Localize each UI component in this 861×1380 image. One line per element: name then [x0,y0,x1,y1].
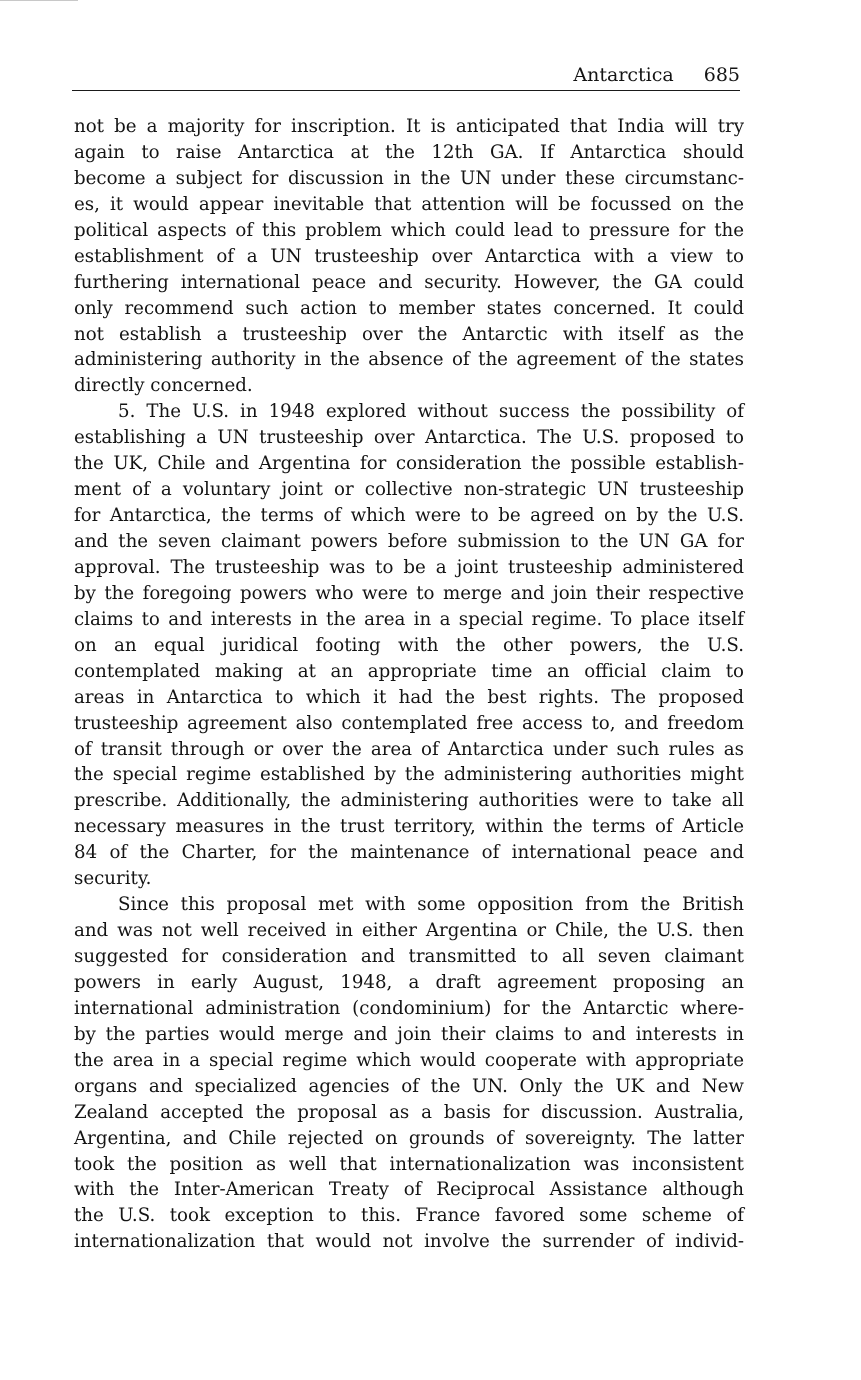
text-line: on an equal juridical footing with the other powers, the U.S. [74,634,744,656]
text-line: approval. The trusteeship was to be a joint trusteeship administered [74,556,744,578]
text-line: Argentina, and Chile rejected on grounds of sovereignty. The latter [74,1127,744,1149]
text-line: become a subject for discussion in the UN under these circumstanc- [74,167,744,189]
text-line: again to raise Antarctica at the 12th GA. If Antarctica should [74,141,744,163]
text-line: areas in Antarctica to which it had the best rights. The proposed [74,686,744,708]
text-line: necessary measures in the trust territory, within the terms of Article [74,816,744,838]
text-line: by the parties would merge and join their claims to and interests in [74,1023,744,1045]
text-line: claims to and interests in the area in a special regime. To place itself [74,608,744,630]
running-header [72,64,740,91]
text-line: Zealand accepted the proposal as a basis for discussion. Australia, [74,1101,744,1123]
text-line: the special regime established by the administering authorities might [74,764,744,786]
text-line: and was not well received in either Argentina or Chile, the U.S. then [74,920,744,942]
text-line: for Antarctica, the terms of which were to be agreed on by the U.S. [74,505,744,527]
text-line: ment of a voluntary joint or collective non-strategic UN trusteeship [74,479,744,501]
paragraph-start-line: 5. The U.S. in 1948 explored without success the possibility of [118,401,744,423]
text-line: political aspects of this problem which could lead to pressure for the [74,219,744,241]
text-line: powers in early August, 1948, a draft agreement proposing an [74,971,744,993]
text-line: and the seven claimant powers before submission to the UN GA for [74,531,744,552]
body-text [74,114,744,1255]
page-number: 685 [703,64,740,86]
text-line: not be a majority for inscription. It is anticipated that India will try [74,116,744,137]
header-title: Antarctica [573,64,674,86]
text-line: by the foregoing powers who were to merge and join their respective [74,582,744,604]
text-line: prescribe. Additionally, the administering authorities were to take all [74,790,744,812]
text-line: the U.S. took exception to this. France favored some scheme of [74,1205,744,1227]
scan-edge-mark [0,0,78,1]
text-line: 84 of the Charter, for the maintenance of international peace and [74,842,744,864]
text-line: directly concerned. [74,375,253,397]
text-line: furthering international peace and security. However, the GA could [74,271,744,293]
text-line: only recommend such action to member states concerned. It could [74,297,744,319]
text-line: the UK, Chile and Argentina for consideration the possible establish- [74,453,744,475]
text-line: establishing a UN trusteeship over Antarctica. The U.S. proposed to [74,427,744,449]
text-line: establishment of a UN trusteeship over Antarctica with a view to [74,245,744,267]
text-line: not establish a trusteeship over the Antarctic with itself as the [74,323,744,345]
text-line: security. [74,868,152,890]
text-line: internationalization that would not involve the surrender of individ- [74,1231,744,1253]
text-line: trusteeship agreement also contemplated free access to, and freedom [74,712,744,734]
text-line: es, it would appear inevitable that attention will be focussed on the [74,193,744,215]
text-line: suggested for consideration and transmitted to all seven claimant [74,946,744,967]
text-line: international administration (condominium) for the Antarctic where- [74,997,744,1019]
text-line: with the Inter-American Treaty of Reciprocal Assistance although [74,1179,744,1201]
text-line: administering authority in the absence of the agreement of the states [74,349,744,371]
text-line: the area in a special regime which would cooperate with appropriate [74,1049,744,1071]
paragraph-start-line: Since this proposal met with some opposition from the British [118,894,744,916]
text-line: of transit through or over the area of Antarctica under such rules as [74,738,744,760]
text-line: contemplated making at an appropriate time an official claim to [74,660,744,682]
text-line: took the position as well that internationalization was inconsistent [74,1153,744,1175]
text-line: organs and specialized agencies of the UN. Only the UK and New [74,1075,744,1097]
